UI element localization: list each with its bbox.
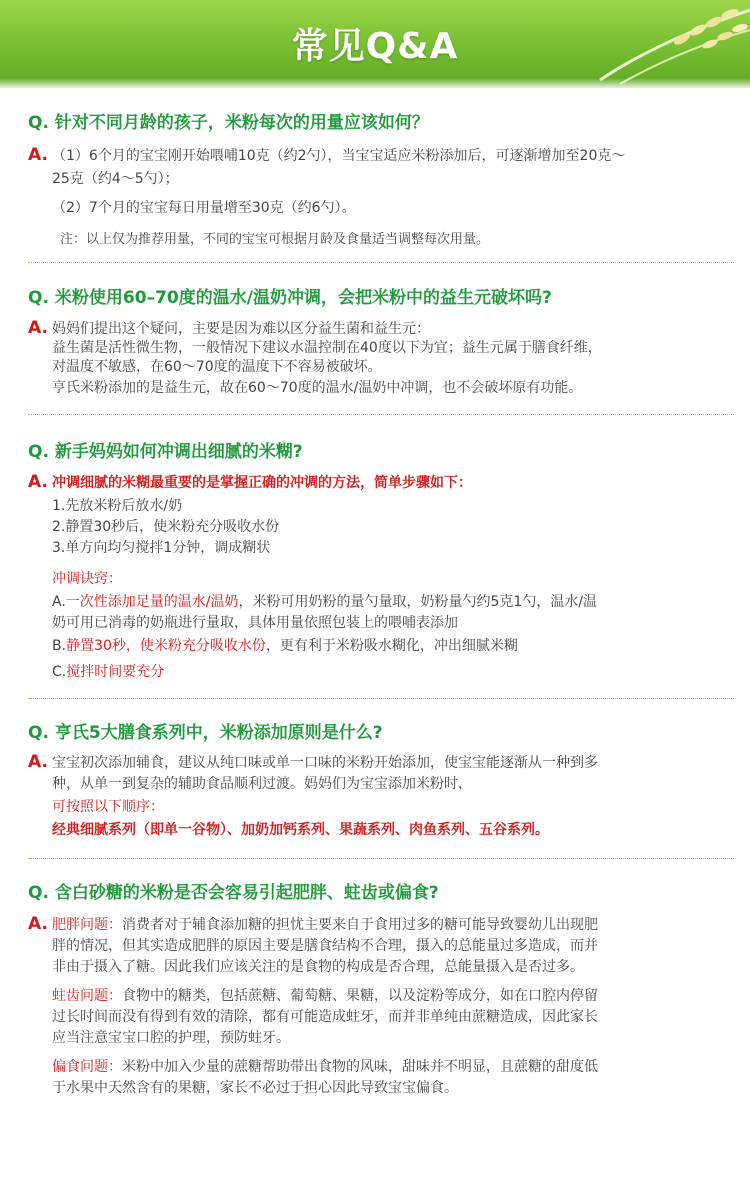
picky-eating-line: 于水果中天然含有的果糖，家长不必过于担心因此导致宝宝偏食。 — [52, 1080, 458, 1096]
divider — [28, 262, 734, 263]
obesity-label: 肥胖问题： — [52, 917, 122, 933]
question-4 — [28, 718, 383, 743]
divider — [28, 698, 734, 699]
picky-eating-paragraph — [52, 1057, 598, 1078]
tip-c — [52, 662, 164, 683]
question-3 — [28, 437, 303, 462]
tips-title: 冲调诀窍： — [52, 571, 122, 587]
divider — [28, 858, 734, 859]
page-title: 常见Q&A — [291, 26, 459, 67]
caries-paragraph — [52, 986, 598, 1007]
picky-eating-line: 米粉中加入少量的蔗糖帮助带出食物的风味，甜味并不明显，且蔗糖的甜度低 — [122, 1059, 598, 1075]
obesity-line: 非由于摄入了糖。因此我们应该关注的是食物的构成是否合理，总能量摄入是否过多。 — [52, 959, 584, 975]
question-1 — [28, 108, 429, 133]
caries-line: 过长时间而没有得到有效的清除，都有可能造成蛀牙，而并非单纯由蔗糖造成，因此家长 — [52, 1009, 598, 1025]
header-banner — [0, 0, 750, 88]
tip-a-rest: ，米粉可用奶粉的量勺量取，奶粉量勺约5克1勺，温水/温 — [238, 594, 598, 610]
step-2: 2.静置30秒后，使米粉充分吸收水份 — [52, 519, 280, 535]
tip-a — [52, 592, 597, 613]
question-mark: Q. — [28, 723, 49, 743]
obesity-paragraph — [52, 915, 598, 936]
order-list: 经典细腻系列（即单一谷物）、加奶加钙系列、果蔬系列、肉鱼系列、五谷系列。 — [52, 822, 549, 838]
obesity-line: 消费者对于辅食添加糖的担忧主要来自于食用过多的糖可能导致婴幼儿出现肥 — [122, 917, 598, 933]
answer-mark: A. — [28, 318, 48, 338]
answer-lead: 冲调细腻的米糊最重要的是掌握正确的冲调的方法，简单步骤如下： — [52, 475, 472, 491]
question-5 — [28, 878, 439, 903]
answer-line: 宝宝初次添加辅食，建议从纯口味或单一口味的米粉开始添加，使宝宝能逐渐从一种到多 — [52, 755, 598, 771]
tip-c-highlight: 搅拌时间要充分 — [66, 664, 165, 680]
question-mark: Q. — [28, 288, 49, 308]
tip-b — [52, 636, 518, 657]
question-text: 含白砂糖的米粉是否会容易引起肥胖、蛀齿或偏食? — [54, 883, 439, 903]
answer-line: 种，从单一到复杂的辅助食品顺利过渡。妈妈们为宝宝添加米粉时， — [52, 776, 472, 792]
answer-mark: A. — [28, 752, 48, 772]
question-text: 新手妈妈如何冲调出细腻的米糊? — [54, 442, 303, 462]
tip-c-prefix: C. — [52, 664, 67, 680]
answer-note: 注：以上仅为推荐用量，不同的宝宝可根据月龄及食量适当调整每次用量。 — [60, 232, 490, 247]
question-text: 米粉使用60–70度的温水/温奶冲调，会把米粉中的益生元破坏吗? — [54, 288, 552, 308]
picky-eating-label: 偏食问题： — [52, 1059, 122, 1075]
divider — [28, 414, 734, 415]
caries-line: 食物中的糖类，包括蔗糖、葡萄糖、果糖，以及淀粉等成分，如在口腔内停留 — [122, 988, 598, 1004]
order-title: 可按照以下顺序： — [52, 799, 164, 815]
tip-a-highlight: 一次性添加足量的温水/温奶 — [65, 594, 239, 610]
answer-line: 对温度不敏感，在60～70度的温度下不容易被破坏。 — [52, 359, 382, 375]
answer-line: 亨氏米粉添加的是益生元，故在60～70度的温水/温奶中冲调，也不会破坏原有功能。 — [52, 380, 583, 396]
answer-mark: A. — [28, 472, 48, 492]
tip-b-prefix: B. — [52, 638, 67, 654]
answer-line: 妈妈们提出这个疑问，主要是因为难以区分益生菌和益生元： — [52, 321, 430, 337]
question-text: 亨氏5大膳食系列中，米粉添加原则是什么? — [54, 723, 383, 743]
tip-a-line-2: 奶可用已消毒的奶瓶进行量取，具体用量依照包装上的喂哺表添加 — [52, 615, 458, 631]
tip-a-prefix: A. — [52, 594, 66, 610]
answer-line: （2）7个月的宝宝每日用量增至30克（约6勺）。 — [52, 200, 356, 216]
question-text: 针对不同月龄的孩子，米粉每次的用量应该如何？ — [54, 113, 429, 133]
tip-b-highlight: 静置30秒，使米粉充分吸收水份 — [66, 638, 266, 654]
obesity-line: 胖的情况，但其实造成肥胖的原因主要是膳食结构不合理，摄入的总能量过多造成，而并 — [52, 938, 598, 954]
answer-line: 25克（约4～5勺）； — [52, 171, 179, 187]
step-1: 1.先放米粉后放水/奶 — [52, 498, 183, 514]
answer-line: 益生菌是活性微生物，一般情况下建议水温控制在40度以下为宜；益生元属于膳食纤维， — [52, 340, 602, 356]
question-mark: Q. — [28, 883, 49, 903]
question-mark: Q. — [28, 113, 49, 133]
answer-mark: A. — [28, 914, 48, 934]
tip-b-rest: ，更有利于米粉吸水糊化，冲出细腻米糊 — [265, 638, 518, 654]
answer-line: （1）6个月的宝宝刚开始喂哺10克（约2勺），当宝宝适应米粉添加后，可逐渐增加至20克～ — [52, 148, 626, 164]
caries-line: 应当注意宝宝口腔的护理，预防蛀牙。 — [52, 1030, 290, 1046]
question-2 — [28, 283, 552, 308]
answer-mark: A. — [28, 145, 48, 165]
caries-label: 蛀齿问题： — [52, 988, 122, 1004]
question-mark: Q. — [28, 442, 49, 462]
step-3: 3.单方向均匀搅拌1分钟，调成糊状 — [52, 540, 271, 556]
